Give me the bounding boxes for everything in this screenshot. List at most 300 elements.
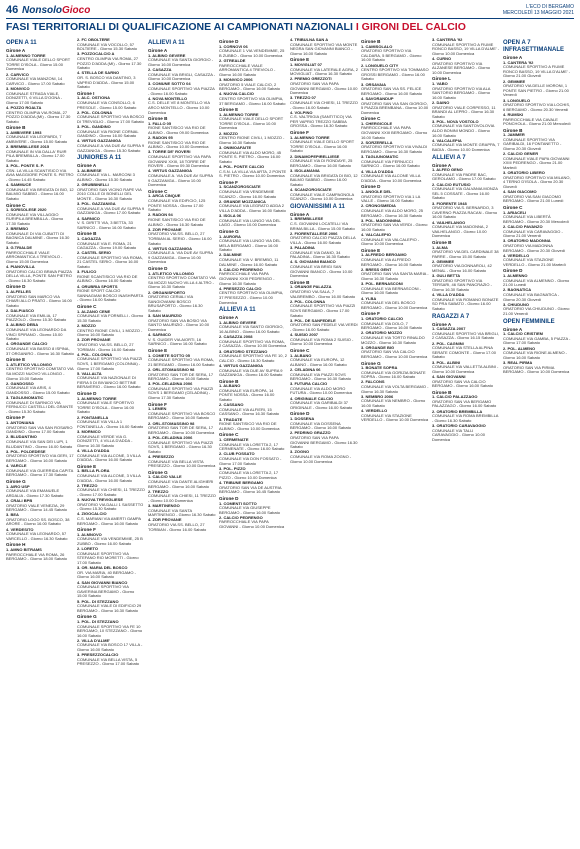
team-name: 5. POL. DI STEZZANO (77, 598, 119, 604)
venue-info: COMUNALE VIA LEONARDO, 57 VARCELLO - Giorno 16.30 Sabato (6, 531, 68, 541)
category-title: GIOVANISSIMI A 11 (290, 203, 345, 210)
team-name: 2. ORATORIO BREMBILLA (432, 408, 483, 414)
group-title: Girone C (6, 202, 26, 208)
team-name: 1. ALFEO GENO (432, 167, 463, 173)
team-name: 3. ISOLAMANIA (290, 168, 320, 173)
issue-date: MERCOLEDÌ 13 MAGGIO 2021 (502, 10, 574, 16)
team-name: 3. ONIMOAFAITE (219, 145, 252, 151)
venue-info: COMUNALE VIA CARAVAGGIO - Giorno 21.00 Venerdì (503, 228, 563, 239)
page-headline (6, 21, 574, 34)
venue-info: OR. VIA MARIA, 40 BERGAMO - Giorno 16.00 Sabato (77, 569, 136, 580)
team-name: 4. STELLA DE SARNO (77, 70, 120, 76)
venue-info: C.S.N. LA VILLA VIA ARTA, 2 PONTE S. PIETRO - Giorno 10.00 Domenica (219, 168, 287, 179)
group-title: Girone G (6, 478, 26, 484)
fixtures-column (148, 38, 216, 844)
team-name: 2. CASTEL SERIO (77, 250, 111, 256)
team-name: 4. VARCLE (6, 463, 27, 469)
venue-info: ORATORIO VIA DALLI 1 SASSETTO - Giorno 15.30 Sabato (77, 501, 144, 512)
venue-info: COMUNALE VIA BASSO 8 ISPINA, 37 ORGANIRO - Giorno 16.30 Sabato (6, 345, 74, 356)
venue-info: COMUNALE VIA DOLO, 7 BERGAMO - Giorno 16.00 Sabato (361, 320, 422, 331)
venue-info: COMUNALE VIA MADONNA, 2 VAILHELANGO - Giorno 10.00 Domenica (432, 224, 489, 239)
venue-info: COMUNALE VIALE DELLO SPORT TORRE D'ISOLA - Giorno 16.00 Sabato (290, 139, 355, 154)
venue-info: COMUNALE SPORTIVO VIA PIAZZI SOVS, 1 BERGAMO - Giorno 16.30 Sabato (148, 439, 214, 454)
team-name: 4. SARNICO (148, 332, 171, 338)
venue-info: C.S. MARIANI VIA AMERTI GAMPA BERGAMO - Giorno 16.00 Sabato (77, 516, 141, 526)
team-name: 1. SORISOLESE 2020 (6, 207, 47, 213)
team-name: 2. ORL.STOMASSINO 98 (148, 366, 195, 372)
team-name: 1. ALMENNO TORRE (219, 111, 259, 117)
team-name: 3. POL. PIZZO (219, 465, 246, 471)
category-title: ALLIEVI A 11 (219, 307, 256, 314)
venue-info: COMUNALE IN VIA DALLA' RUIR PILA BREMBILLA - Giorno 17.00 Sabato (6, 148, 67, 164)
venue-info: COMUNALE VIA ALDO MORO, 45 PONTE S. PIETRO - Giorno 16.00 Sabato (219, 149, 282, 164)
team-name: 2. GEMMEE (503, 78, 526, 84)
venue-info: ORATORIO SPORTIVO VIA ALZANESE BERGAMO - Giorno 10.00 Domenica (432, 60, 491, 75)
team-name: 1. JAMMER (503, 132, 525, 138)
team-name: 4. VOLPINO (290, 109, 313, 115)
team-name: 4. VERDELLO (503, 252, 530, 258)
group-title: Girone A (432, 162, 452, 168)
category-title: OPEN FEMMINILE (503, 318, 555, 325)
venue-info: ORATORIO VIA SALA, 7 VALBREMBO - Giorno 16.00 Sabato (290, 289, 356, 299)
team-name: 1. ALMENNO TORRE (6, 52, 46, 58)
team-name: 4. VILLA D'ADDA (361, 168, 394, 174)
team-name: 3. MONVICO (6, 85, 30, 91)
venue-info: PARROCCHIALE VIA PAPA GIOVANNI - Giorno 10.00 Domenica (219, 519, 285, 530)
venue-info: COMUNALE SPORTIVO VIA BOSCO BERGAMO - Giorno 16.00 Sabato (148, 410, 216, 421)
team-name: 1. ALBINO GEVERE (148, 52, 186, 58)
venue-info: COMUNALE SPORTIVO A FIUME RONCO BASSO, 19 VILLA D'ALME' - Giorno 21.00 Giovedì (503, 64, 571, 79)
team-name: 2. BREMBO (6, 226, 29, 232)
team-name: 1. ALFREDO BERGAMO (361, 252, 407, 258)
group-title: Girone G (219, 228, 239, 234)
team-name: 1. CAMISOLALO (361, 43, 393, 49)
team-name: 2. LORETO (77, 546, 99, 552)
group-title: Girone B (148, 116, 168, 122)
venue-info: COMUNALE VIA EUROPA, 12 ALBANO - Giorno 16.00 Sabato (290, 357, 347, 367)
group-title: Girone A (503, 326, 523, 332)
team-name: 2. GANDOSSO (6, 380, 34, 386)
venue-info: COMUNALE VIA ALDO MORO, 25 BERGAMO - Giorno 16.30 Sabato (361, 207, 424, 218)
group-title: Girone A (6, 48, 26, 53)
venue-info: COMUNALE SPORTIVO VIA GARIBALDI, 16 FONTANETTO - Giorno 20.30 Giovedì (503, 136, 562, 152)
team-name: 1. CORNOVI 06 (219, 43, 248, 49)
venue-info: COMUNALE VIA DOSSENA BERGAMO - Giorno 16.00 Sabato (290, 420, 351, 431)
team-name: 2. CALCIO PEDRENGO (219, 514, 263, 520)
venue-info: ORATORIO VIA DEL CARDINALE 38 PARRE - Giorno 15.00 Sabato (432, 249, 499, 259)
team-name: 2. PEDRINO GRAZZO (290, 430, 331, 436)
team-name: 1. ATLETICO VILLONGO (148, 270, 194, 276)
team-name: 1. CALCIO PALAZZAGO (432, 394, 478, 400)
group-title: Girone E (219, 107, 239, 113)
group-title: Girone B (361, 39, 381, 44)
team-name: 1. AIRO USP (6, 483, 30, 489)
team-name: 4. SAMMUCE (6, 182, 32, 188)
venue-info: COMUNALE VIA RIONE CORNAL GANDINO - Giorno 16.00 Sabato (77, 128, 139, 139)
team-name: 2. FC OBOLTERE (77, 38, 110, 42)
venue-info: COMUNALE VIA VENDEMMIE SCANZO - Giorno 16.00 Sabato (219, 188, 277, 199)
team-name: 1. AMNO BITRAMS (6, 547, 42, 553)
venue-info: COMUNALE SPORTIVO VIA PAPA GIOVANNI XXIII, 18 TORRE DE' ROVERI - Giorno 09.30 Domenica (148, 154, 211, 169)
venue-info: COMUNALE VIA EDIFICIO, 125 PONTE NOSSA - Giorno 17.00 Sabato (148, 197, 206, 213)
venue-info: ORATORIO VIA MADONNA BERGAMO - Giorno 20.30 Giovedì (503, 242, 566, 253)
venue-info: COMUNALE VERDE VIA G. DONIZETTI, 4 VILLA D'ADDA - Giorno 16.30 Sabato (77, 433, 133, 448)
venue-info: ORATORIO VIA DELLE MORONI, 1 PONTE SAN PIETRO - Giorno 21.00 Venerdì (503, 83, 569, 98)
team-name: 1. ALBINO GEVERE (219, 319, 257, 325)
team-name: 4. SUISIO 2007 (290, 332, 319, 338)
venue-info: COMUNALE SPORTIVO VIA ROMA, 2 CASAZZA - Giorno 10.00 Domenica (219, 338, 287, 349)
team-name: 4. VIRTUS GAZZANIGA (148, 245, 193, 251)
venue-info: COMUNALE A. VIA DUE AV SUPRA 9 GAZZANIGA - Giorno 10.00 Domenica (148, 173, 213, 188)
team-name: 2. CRALI BPB (6, 497, 33, 503)
group-title: Girone B (77, 231, 97, 237)
venue-info: COMUNALE SPORTIVO VIA GAVERINA BERGAMO - Giorno 15.00 Sabato (77, 584, 135, 599)
team-name: 2. POL. COLONNA (290, 298, 326, 304)
group-title: Girone I (77, 90, 95, 96)
team-name: 4. NOVA MONTELLO (148, 95, 188, 101)
team-name: 4. VIRTUS GAZZANIGA (148, 168, 193, 174)
venue-info: OR. S. BOSCO VIA DANTINO, 3 VAPRIO D'ADDA - Giorno 15.00 Sabato (77, 74, 136, 90)
venue-info: COMUNALE VIA BRIGATA DI BIO, 12 BALMO SABBIO - Giorno 16.00 Sabato (290, 172, 358, 187)
team-name: 3. ZOR PROVANE (77, 337, 111, 343)
group-title: Girone B (432, 389, 452, 395)
team-name: 1. LEMEN (148, 406, 167, 412)
venue-info: COMUNALE VIA GIUSEPPE BERGAMO - Giorno 16.00 Sabato (219, 505, 280, 515)
venue-info: ORATORIO VIALE CORPESSO, 11 BRANDI AL LEPRO - Giorno 16.30 Sabato (432, 104, 496, 119)
page-number: 46 (6, 4, 19, 16)
team-name: 2. POL. ALMENO (503, 345, 536, 351)
team-name: 1. CANTERA '92 (503, 59, 534, 65)
venue-info: ORATORIO SPORTIVO VIA VIVALDI BERGAMO - Giorno 16.30 Sabato (361, 144, 428, 155)
team-name: 4. RUMSKI (503, 111, 524, 117)
venue-info: COMUNALE VIALE CAMPAGNOLA SCANZO - Giorno 10.00 Domenica (290, 191, 354, 202)
venue-info: ORATORIO 5 VIALE CALCIO, 2 BERGAMO - Giorno 16.00 Sabato (219, 81, 280, 92)
venue-info: CENTRO OLIMPIA VIA ROMA, 27 POZZO D'ADDA (MI) - Giorno 17.30 Sabato (6, 109, 71, 124)
venue-info: COMUNALE VIA FERNUCCI SARNICO - Giorno 16.00 Sabato (361, 158, 420, 169)
team-name: 3. POL. GANDINO (77, 124, 111, 130)
team-name: 3. ORATORIO MADONNA (503, 238, 551, 244)
team-name: 1. FALLO 05 (148, 120, 172, 126)
venue-info: CENTRO SPORTIVO COMITATO VIA SA MOZZI NUOVO VILLA 4 ALTRO - Giorno 16.30 Sabato (148, 275, 216, 290)
venue-info: COMUNALE VIA ALMENNO - Giorno 21.00 Lunedì (503, 277, 570, 288)
venue-info: COMUNALE VIA ROMANO BONATE SO PRA SABATO - Giorno 16.00 Sabato (432, 296, 499, 311)
group-title: Girone E (290, 57, 310, 63)
section-logo-part-a: Nonsolo (22, 5, 62, 16)
team-name: 1. COMETE SOTTO 05 (148, 352, 190, 358)
team-name: 3. COMUNE SOTTO 04 (148, 81, 191, 87)
group-title: Girone D (148, 266, 168, 272)
group-title: Girone B (6, 125, 26, 131)
team-name: 1. CASAZZA 2007 (432, 326, 466, 332)
venue-info: COMUNALE VIA GORIZIA BONATE SOPRA - Giorno 16.00 Sabato (361, 369, 426, 380)
venue-info: COMUNALE VIA GALVANIA MONZA SEL 5 COSSATE - Giorno 16.00 Sabato (432, 186, 498, 201)
venue-info: COMUNALE VIA RIONE ALMENO - Giorno 16.00 Sabato (503, 350, 568, 360)
team-name: 3. NEMBRO 2006 (361, 393, 394, 399)
venue-info: ORATORIO SAN VIA BOSIO VIA SANTO MAURIZIO - Giorno 10.00 Domenica (148, 317, 210, 332)
venue-info: COMUNALE VIA LEONARDO DA VINCI SPIRANO - Giorno 15.00 Sabato (6, 326, 67, 342)
venue-info: COMUNALE VIA BELLA VISTA, 5 PRESEZZO - Giorno 17.00 Sabato (77, 656, 140, 667)
venue-info: COMUNALE VIA NEMBRO - Giorno 16.00 Sabato (361, 398, 426, 409)
venue-info: CSN. LA VILLA SCANTISICO VIA AVIA MAGGIORE PONTE S. PIETRO - Giorno 14.45 Sabato (6, 167, 74, 182)
team-name: 2. BAGNATICA (503, 287, 532, 293)
team-name: 3. CANTERA '92 (432, 38, 463, 42)
venue-info: ORATORIO VIA SS. BELLO, 27 TORBIAN - Giorno 16.00 Sabato (148, 522, 207, 532)
fixtures-columns (6, 38, 574, 844)
group-title: Girone F (148, 401, 167, 407)
group-title: Girone C (77, 304, 97, 309)
venue-info: PARROCCHIALE VIA PAPA GIOVANNI XXIII BERGAMO - Giorno 16.00 Sabato (361, 125, 428, 140)
team-name: 3. TORRE DE' ROVERI (148, 149, 191, 155)
group-title: Girone D (219, 39, 239, 44)
venue-info: COMUNALE STRADA VIALE, DONIZETTI, 6 VILLA D'OGNA - Giorno 17.00 Sabato (6, 90, 63, 105)
team-name: 3. POL. GAZZANIGA (77, 201, 116, 207)
venue-info: COMUNALE DI SARNICO VIA FERNUCCI CASTELLI DEL GRANTE - Giorno 15.30 Sabato (6, 399, 74, 414)
team-name: 4. SARNICO (77, 215, 100, 221)
category-title: OPEN A 11 (6, 40, 37, 46)
venue-info: COMUNALE VIA BRIGI SAN GIOVANNI BIANCO - Giorno 10.00 Domenica (290, 264, 353, 279)
venue-info: ORATORIO SPORTIVO VIA MILANO, 4 TERNO D'ISOLA - Giorno 20.30 Giovedì (503, 174, 571, 189)
venue-info: CENTRO RIONE CIVILI, 1 MOZZO - Giorno 16.30 Sabato (219, 135, 285, 145)
group-title: Girone C (148, 188, 168, 194)
group-title: Girone D (503, 268, 523, 274)
group-title: Girone A (290, 211, 310, 217)
team-name: 4. ZIGOCALCIO (77, 511, 107, 517)
venue-info: COMUNALE VIA BRIGLI, CASAZZA - Giorno 10.00 Domenica (148, 71, 216, 82)
venue-info: RIONE SANTISICO VIA RIO DE ALBINO - Giorno 10.00 Domenica (148, 139, 209, 150)
team-name: 1. ALMENNO (503, 273, 528, 279)
team-name: 4. NUOVA CALCIO (219, 91, 254, 97)
team-name: 3. POL. MADONNINA (361, 217, 401, 223)
venue-info: COMUNALE VIA ALDO MORO FUTURA - Giorno 10.00 Domenica (290, 385, 352, 396)
venue-info: COMUNALE VIA BRIGATA DI BIO, 12 BALMIO SABBIO - Giorno 16.00 Sabato (6, 186, 74, 201)
team-name: 2. VILLA D'ALME' (77, 637, 111, 643)
venue-info: ORATORIO SAN VIA PAPA GIOVANNI BERGAMO - Giorno 16.30 Sabato (290, 435, 358, 450)
venue-info: COMUNALE VIA STELLA ALPINA SERATE COMONTE - Giorno 17.00 Sabato (432, 345, 496, 360)
team-name: 4. TRIBUNE BERGAMO (219, 480, 264, 486)
team-name: 1. POL. DI STEZZANO (77, 618, 119, 624)
venue-info: COMUNALE SPORTIVO VIA FE 10 BERGAMO, 10 STEZZANO - Giorno 16.00 Sabato (77, 623, 143, 638)
team-name: 3. PALADINA (290, 245, 315, 251)
group-title: Girone A (77, 163, 97, 169)
team-name: 2. GTREALDE (219, 57, 246, 63)
team-name: 1. ALMA (432, 244, 448, 250)
team-name: 4. POL. COLONNA (77, 351, 113, 357)
fixtures-column (219, 38, 287, 844)
team-name: 3. CHIUDUNO (503, 301, 530, 307)
venue-info: COMUNALE VIA VALCALEPIO - Giorno 10.00 Domenica (361, 236, 420, 247)
venue-info: ORATORIO SAN VICINO RAPE VIA 2010 COLLE DI BONELLI DEL MONTE - Giorno 16.30 Sabato (77, 186, 142, 201)
venue-info: COMUNALE VIA LUNGO VIA DEL MELA BERGAMO - Giorno 16.00 Sabato (219, 238, 281, 253)
team-name: 4. S. GIOVANNI BIANCO (290, 259, 336, 265)
team-name: 1. ALMENNO TORRE (290, 134, 330, 140)
team-name: 1. ANGOLE DEL (361, 188, 392, 194)
fixtures-column (6, 38, 74, 844)
team-name: 3. TREZZO 07 (290, 95, 317, 101)
team-name: 3. MORNICO (77, 429, 101, 434)
team-name: 4. ORUBRIA SPORTS (77, 283, 118, 289)
venue-info: COMUNALE VIA EUROPA, 14 PONTE NOSSA - Giorno 16.00 Sabato (219, 387, 275, 403)
team-name: 2. BREMBILLESE 2015 (6, 144, 50, 150)
team-name: 3. POL. PONTE S. P. (6, 163, 44, 169)
venue-info: COMUNALE SPORTIVO VIA PIAZZI SOVS 1 BERGAMO (CELADINA) - Giorno 17.30 Sabato (148, 385, 214, 401)
group-title: Girone D (219, 495, 239, 501)
venue-info: ORATORIO SAN VIA SAN GIORGIO, 5 PIAZZA BREMBANA - Giorno 10.00 Domenica (361, 100, 429, 115)
venue-info: ORATORIO VIALE VENEZIA, 29 BERGAMO - Giorno 14.45 Sabato (6, 502, 67, 513)
team-name: 2. CASAZZA (148, 66, 172, 72)
team-name: 4. VIRTUS GAZZANIGA (219, 362, 264, 368)
venue-info: COMUNALE VIA DANTE ALIGHIERI BERGAMO - Giorno 16.00 Sabato (148, 478, 214, 489)
venue-info: COMUNALE SPORTIVO A FIUME RONCO BASSO, 19 VILLA D'ALME' - Giorno 10.00 Domenica (432, 41, 500, 56)
venue-info: C.S. VALTRIGIA (SANTITICO) VIA PER VAPRIO TREZZO SABBIA GROSSA - Giorno 16.30 Sabato (290, 114, 352, 129)
venue-info: COMUNALE VIA EMANUELE ARDALIA - Giorno 17.30 Sabato (6, 488, 64, 498)
category-title: OPEN A 7 INFRASETTIMANALE (503, 40, 564, 53)
team-name: 1. ALBINESE (77, 167, 102, 173)
team-name: 3. ZOGNO (290, 449, 310, 455)
group-title: Girone C (219, 432, 239, 438)
team-name: 4. ORGANDE CALCIO (6, 341, 48, 347)
team-name: 3. POL.CELADINA 2006 (148, 435, 193, 440)
newspaper-info (503, 4, 574, 16)
team-name: 2. CALCIO PAVANZO (503, 223, 543, 229)
group-title: Girone F (361, 311, 380, 317)
team-name: 2. CALCIO EUTUSIO (432, 181, 471, 187)
venue-info: COMUNALE SPORTIVO VIA ROMA, 21 CASTEL SERIO - Giorno 16.00 Sabato (77, 254, 143, 270)
team-name: 2. MOZZO (77, 322, 96, 328)
team-name: 2. BRESS GENT (361, 266, 392, 272)
venue-info: COMUNALE VIA LORETTA 2, 17 PIZZO - Giorno 10.00 Domenica (219, 470, 279, 480)
venue-info: COMUNALE VIA TALLI CARAVAGGIO - Giorno 10.00 Domenica (432, 427, 485, 442)
team-name: 3. REAL PIRMA (503, 359, 533, 365)
venue-info: V. S. DIRITTI VIA, 3 BETTA, 33 SARNICO - Giorno 16.00 Sabato (77, 220, 136, 230)
venue-info: ORATORIO VIA DONNAROLI, 42 MENAL - Giorno 16.00 Sabato (432, 263, 492, 274)
group-title: Girone G (361, 360, 381, 366)
venue-info: ORATORIO SAN VIA SAN ROSARIO GANDINO - Giorno 17.00 Sabato (6, 424, 73, 435)
venue-info: COMUNALE VIA LUNGO VIA DEL LAGO - Giorno 10.00 Domenica (219, 217, 281, 228)
team-name: 2. ORL.STOMASSINO 98 (148, 420, 195, 426)
team-name: 4. ORIGINALE CALCIO (290, 395, 334, 401)
team-name: 1. CALCIO CRISTIEM (503, 331, 544, 337)
team-name: 2. MOZZO (219, 130, 238, 136)
venue-info: ORATORIO VIA SS. BELLO, 27 TORBIAN AL SERIO - Giorno 16.00 Sabato (148, 231, 212, 246)
team-name: 3. FIORENTE 1948 (432, 200, 467, 206)
venue-info: COMUNALE VIA SAN DEI LUPI, 1 BLUDANTINO - Giorno 16.00 Sabato (6, 439, 73, 449)
venue-info: COMUNALE VIA ROMA ZOGNO - Giorno 10.00 Domenica (290, 453, 352, 464)
venue-info: COMUNALE VIA NAZIONALE DI FIERA 5 DI BIVIANICO BETTINE BERAVERIO - Giorno 16.00 Sabato (77, 375, 141, 390)
team-name: 3. SAN MAURIZIO (148, 313, 182, 319)
venue-info: COMUNALE VIA SANTOVOLOVIA ALDO BONINI MONDO - Giorno 16.00 Sabato (432, 123, 495, 138)
category-title: ALLIEVI A 11 (148, 40, 185, 46)
venue-info: ORATORIO SAN VIA PAPA GIOVANNI BERGAMO - Giorno 10.00 Domenica (290, 80, 358, 96)
venue-info: COMUNALE 1 VIA VENDEMMIE, 25 B ZUBBO - Giorno 10.00 Domenica (219, 48, 285, 58)
venue-info: COMUNALE VIA DUE AV SUPRA 9 GAZZANIGA - Giorno 16.00 Sabato (219, 367, 283, 378)
team-name: 1. CAGAZZA (77, 235, 101, 241)
team-name: 3. ZOR PROVANE (148, 226, 182, 232)
venue-info: PARROCCHIALE VIALE ARROMANTICA 4 TREVIOLO - Giorno 16.00 Sabato (219, 62, 276, 77)
team-name: 2. FALCONS (361, 379, 385, 385)
venue-info: RIONE SCANTISICO VIA RIO DE ALBINO - Giorno 16.00 Sabato (77, 273, 138, 284)
team-name: 2. DALPIASCO (6, 308, 35, 313)
team-name: 1. SCANZOROSCIATE (219, 184, 261, 190)
venue-info: V. S. GUIDER VIA AIORTI, 16 SARNICO - Giorno 16.00 Sabato (148, 336, 207, 347)
team-name: 3. ORATORIO LIBERO (503, 170, 545, 176)
newspaper-name: L'ECO DI BERGAMO (526, 4, 574, 10)
team-name: 4. SAN GIOVANNI (432, 373, 466, 379)
venue-info: COMUNALE VIA SANTA MARTINENGO - Giorno 16.30 Sabato (148, 507, 216, 518)
team-name: 2. POL. CAGNINI (432, 340, 464, 346)
group-title: Girone B (290, 279, 310, 285)
venue-info: COMUNALE VIA L. MARCONI 3 ALBINO - Giorno 15.30 Sabato (77, 172, 135, 182)
team-name: 2. DAINO (432, 99, 450, 105)
venue-info: COMUNALE VIA ALFREDO BERGAMO - Giorno 16.00 Sabato (361, 257, 422, 267)
team-name: 4. VILLA D'ADDA (77, 447, 110, 453)
group-title: Girone D (6, 284, 26, 290)
venue-info: COMUNALE A. VIA DUE AV SUPRA 9 GAZZANIGA - Giorno 10.00 Domenica (148, 250, 213, 265)
page-header (6, 4, 574, 19)
team-name: 2. TREZZO (148, 488, 169, 494)
team-name: 1. ALMENNO TORRE (77, 395, 117, 401)
team-name: 1. ALMNOVO (77, 531, 102, 537)
team-name: 3. POL.CELADINA 2006 (148, 381, 193, 387)
venue-info: COMUNALE VIA LIBERTÀ BERGAMO - Giorno 20.30 Mercoledì (503, 214, 569, 224)
team-name: 1. BELLA FLORA (77, 468, 110, 474)
team-name: 1. AMBIVERE 1993 (6, 129, 42, 135)
venue-info: COMUNALE VIA CHIESI, 11 TREZZO - Giorno 17.00 Sabato (77, 487, 145, 497)
venue-info: ORATORIO SAN VIA SANTA MARIA - Giorno 16.30 Sabato (361, 271, 429, 282)
team-name: 4. PIANOVILLA (6, 264, 35, 270)
venue-info: COMUNALE VIA ROMA BREMBILLA - Giorno 16.30 Sabato (432, 413, 499, 423)
venue-info: COMUNALE VIA E. ROMA, 21 CAGAZZA - Giorno 19.00 Sabato (77, 240, 137, 251)
venue-info: ORATORIO CERIALI VIA SANGIOVANNI BOSCO BRUSAPORTO - Giorno 16.30 Sabato (148, 294, 203, 313)
venue-info: COMUNALE VIA VOLTA BERGAMO - Giorno 16.30 Sabato (361, 384, 429, 394)
venue-info: ORATORIO VIA SS. BELLO, 27 TORBIAN - Giorno 16.00 Sabato (77, 341, 136, 352)
team-name: 4. VILLA D'ADDA (432, 292, 465, 298)
venue-info: COMUNALE SPORTIVO VIA BRIGLI, 2 CASAZZA - Giorno 16.15 Sabato (432, 330, 500, 341)
section-logo (22, 5, 90, 16)
team-name: 1. COMENTI SOTTO (219, 500, 257, 506)
fixtures-column (77, 38, 145, 844)
team-name: 2. PREMIO GREZZOTI (290, 76, 332, 82)
group-title: Girone A (432, 321, 452, 327)
venue-info: COMUNALE VIA ALCONE, 3 VILLA D'ADDA - Giorno 16.00 Sabato (77, 472, 141, 483)
group-title: Girone B (432, 239, 452, 245)
group-title: Girone D (290, 411, 310, 417)
venue-info: ORATORIO SPORTIVO VIA LOCHIS, 6 BERGAMO - Giorno 20.30 Venerdì (503, 102, 571, 112)
team-name: 3. ORATORIO STEZZANO (219, 348, 268, 354)
venue-info: ORATORIO SAN VIA BERGAMO PALAZZAGO - Giorno 16.00 Sabato (432, 398, 497, 409)
section-logo-part-b: Gioco (62, 5, 91, 16)
venue-info: COMUNALE VIA VALLETTA ALBINI - Giorno 10.00 Domenica (432, 364, 499, 374)
venue-info: ORATORIO SPORTIVO VIA CALDARA, 5 BERGAMO - Giorno 16.00 Sabato (361, 48, 422, 63)
team-name: 1. ORANGE PALAZZA (290, 284, 332, 290)
team-name: 3. POL. NOVA VOSTOLO (432, 118, 479, 124)
venue-info: COMUNALE VIALE SPORTIVO TORRE D'ISOLA - Giorno 16.00 Sabato (77, 400, 134, 415)
venue-info: COMUNALE VIA GUERRIDA CAPITA BERGAMO - Giorno 17.30 Sabato (6, 467, 74, 478)
venue-info: ORATORIO CALCIO BRAVA PIAZZA DELLA VILLA, PONTE SAN PIETRO - Giorno 16.30 Sabato (6, 268, 72, 283)
category-title: JUNIORES A 11 (77, 155, 122, 162)
venue-info: COMUNALE VIA VILLA 1 FONTANELLA - Giorno 16.00 Sabato (77, 419, 144, 429)
team-name: 2. ORGANISPORTO (148, 289, 186, 295)
group-title: Girone F (77, 527, 96, 533)
team-name: 3. ALBINO DEBA (6, 322, 39, 328)
venue-info: COMUNALE VIA EMILIA, 17 PIAZZOLO - Giorno 15.30 Sabato (6, 312, 67, 323)
venue-info: COMUNALE VIA LATERALE AGRA, 2 MOVIGLIAT - Giorno 16.30 Sabato (290, 66, 358, 77)
venue-info: COMUNALE VIA ARIS, 4 GANDOSSO - Giorno 15.00 Sabato (6, 385, 70, 395)
venue-info: ORATORIO SAN FEDELE VIA VERDI - Giorno 16.00 Sabato (290, 322, 358, 332)
team-name: 2. SORZERELLA (361, 139, 393, 145)
team-name: 3. NUOVA TREVIGLIESE (77, 497, 124, 503)
team-name: 4. SAVORANDUP (361, 95, 394, 101)
venue-info: COMUNALE VIA STAZIONE VERDELLO - Giorno 10.00 Domenica (361, 412, 429, 423)
